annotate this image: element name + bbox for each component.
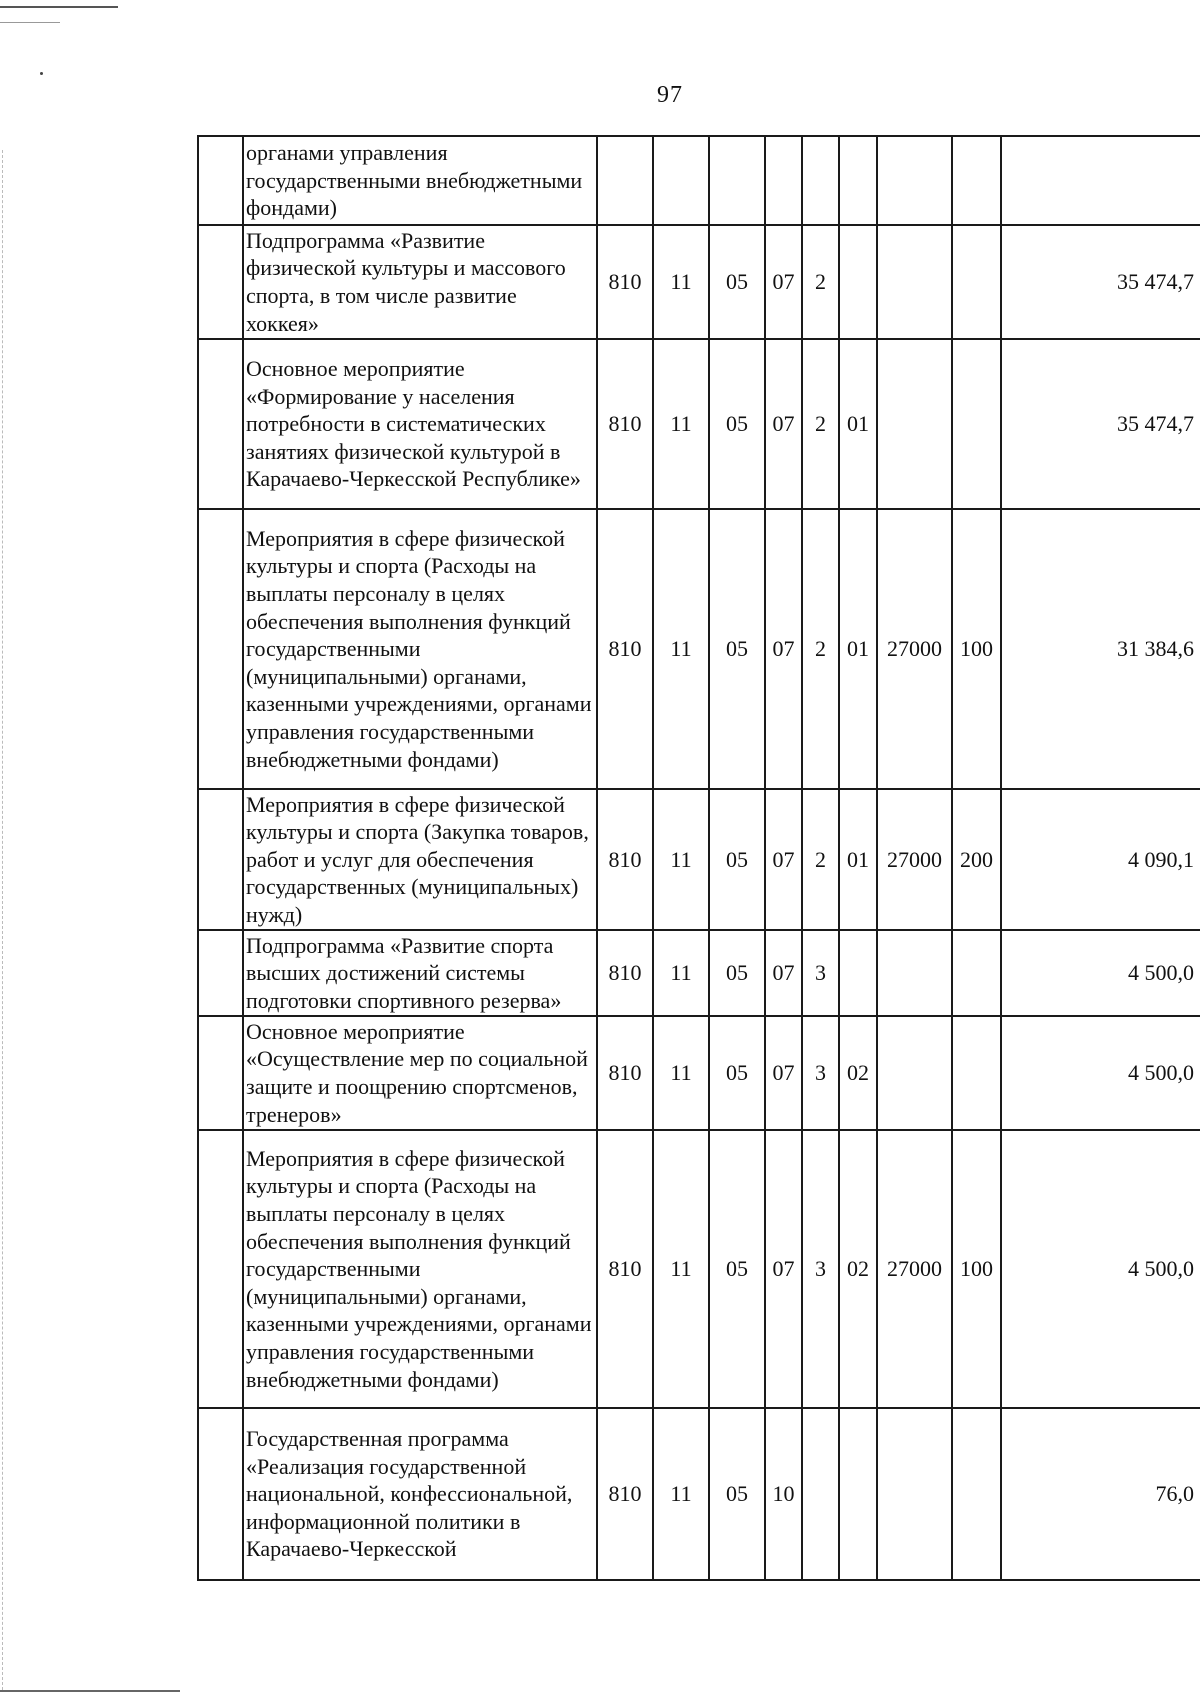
- direction-code: 27000: [877, 1130, 952, 1408]
- expense-name: Основное мероприятие «Осуществление мер по социальной защите и поощрению спортсменов, тренеров»: [243, 1016, 597, 1130]
- section-code: 11: [653, 509, 709, 789]
- subsection-code: 05: [709, 789, 765, 930]
- page-number: 97: [657, 82, 683, 108]
- section-code: 11: [653, 789, 709, 930]
- ved-code: 810: [597, 1016, 653, 1130]
- expense-type-code: 100: [952, 509, 1001, 789]
- scan-speck: [40, 72, 43, 75]
- subsection-code: 05: [709, 509, 765, 789]
- subsection-code: 05: [709, 1016, 765, 1130]
- row-index-cell: [198, 1130, 243, 1408]
- activity-code: 02: [839, 1016, 877, 1130]
- expense-name: Мероприятия в сфере физической культуры и спорта (Расходы на выплаты персоналу в целях обеспечения выполнения функций государственными (муниципальными) органами, казенными учреждениями, органами управления государственными внебюджетными фондами): [243, 1130, 597, 1408]
- expense-type-code: 200: [952, 789, 1001, 930]
- table-row: [198, 1408, 1200, 1580]
- subprogram-code: [802, 1408, 839, 1580]
- section-code: 11: [653, 930, 709, 1016]
- activity-code: 01: [839, 339, 877, 509]
- scan-edge-mark: [0, 1690, 180, 1692]
- subsection-code: 05: [709, 930, 765, 1016]
- subprogram-code: [802, 136, 839, 225]
- program-code: 07: [765, 339, 802, 509]
- amount: 4 500,0: [1001, 1016, 1200, 1130]
- expense-name: Подпрограмма «Развитие спорта высших достижений системы подготовки спортивного резерва»: [243, 930, 597, 1016]
- activity-code: [839, 136, 877, 225]
- table-row: [198, 339, 1200, 509]
- expense-type-code: 100: [952, 1130, 1001, 1408]
- expense-type-code: [952, 930, 1001, 1016]
- ved-code: 810: [597, 789, 653, 930]
- row-index-cell: [198, 1016, 243, 1130]
- activity-code: 01: [839, 789, 877, 930]
- ved-code: 810: [597, 225, 653, 339]
- expense-name: Основное мероприятие «Формирование у населения потребности в систематических занятиях физической культурой в Карачаево-Черкесской Республике»: [243, 339, 597, 509]
- amount: 4 090,1: [1001, 789, 1200, 930]
- ved-code: 810: [597, 930, 653, 1016]
- row-index-cell: [198, 136, 243, 225]
- table-row: [198, 136, 1200, 225]
- direction-code: [877, 225, 952, 339]
- expense-type-code: [952, 1016, 1001, 1130]
- section-code: 11: [653, 1016, 709, 1130]
- activity-code: [839, 225, 877, 339]
- ved-code: 810: [597, 1130, 653, 1408]
- expense-name: органами управления государственными внебюджетными фондами): [243, 136, 597, 225]
- table-row: [198, 509, 1200, 789]
- table-row: [198, 930, 1200, 1016]
- subprogram-code: 2: [802, 509, 839, 789]
- amount: [1001, 136, 1200, 225]
- ved-code: 810: [597, 339, 653, 509]
- amount: 76,0: [1001, 1408, 1200, 1580]
- subsection-code: 05: [709, 1130, 765, 1408]
- table-row: [198, 789, 1200, 930]
- program-code: 07: [765, 1130, 802, 1408]
- row-index-cell: [198, 789, 243, 930]
- activity-code: [839, 1408, 877, 1580]
- activity-code: 01: [839, 509, 877, 789]
- expense-type-code: [952, 136, 1001, 225]
- direction-code: [877, 1408, 952, 1580]
- direction-code: 27000: [877, 509, 952, 789]
- amount: 4 500,0: [1001, 930, 1200, 1016]
- section-code: 11: [653, 1130, 709, 1408]
- section-code: [653, 136, 709, 225]
- program-code: 07: [765, 225, 802, 339]
- expense-type-code: [952, 225, 1001, 339]
- row-index-cell: [198, 339, 243, 509]
- subprogram-code: 2: [802, 225, 839, 339]
- ved-code: 810: [597, 509, 653, 789]
- direction-code: [877, 1016, 952, 1130]
- table-row: [198, 1016, 1200, 1130]
- ved-code: [597, 136, 653, 225]
- scan-edge-mark: [0, 6, 118, 8]
- program-code: 07: [765, 789, 802, 930]
- table-row: [198, 225, 1200, 339]
- section-code: 11: [653, 225, 709, 339]
- subsection-code: 05: [709, 1408, 765, 1580]
- table-row: [198, 1130, 1200, 1408]
- expense-type-code: [952, 1408, 1001, 1580]
- scan-binding-edge: [2, 150, 3, 1690]
- section-code: 11: [653, 1408, 709, 1580]
- expense-name: Государственная программа «Реализация государственной национальной, конфессиональной, информационной политики в Карачаево-Черкесской: [243, 1408, 597, 1580]
- program-code: 07: [765, 1016, 802, 1130]
- section-code: 11: [653, 339, 709, 509]
- program-code: [765, 136, 802, 225]
- row-index-cell: [198, 509, 243, 789]
- direction-code: [877, 930, 952, 1016]
- direction-code: [877, 339, 952, 509]
- row-index-cell: [198, 225, 243, 339]
- program-code: 10: [765, 1408, 802, 1580]
- amount: 35 474,7: [1001, 339, 1200, 509]
- subprogram-code: 3: [802, 1130, 839, 1408]
- subprogram-code: 2: [802, 789, 839, 930]
- scan-edge-mark: [0, 22, 60, 23]
- expense-name: Мероприятия в сфере физической культуры и спорта (Закупка товаров, работ и услуг для обеспечения государственных (муниципальных) нужд): [243, 789, 597, 930]
- budget-table: [197, 135, 1200, 1581]
- activity-code: 02: [839, 1130, 877, 1408]
- amount: 4 500,0: [1001, 1130, 1200, 1408]
- amount: 31 384,6: [1001, 509, 1200, 789]
- amount: 35 474,7: [1001, 225, 1200, 339]
- activity-code: [839, 930, 877, 1016]
- program-code: 07: [765, 509, 802, 789]
- subprogram-code: 3: [802, 1016, 839, 1130]
- row-index-cell: [198, 930, 243, 1016]
- subsection-code: 05: [709, 225, 765, 339]
- expense-name: Подпрограмма «Развитие физической культуры и массового спорта, в том числе развитие хоккея»: [243, 225, 597, 339]
- row-index-cell: [198, 1408, 243, 1580]
- expense-type-code: [952, 339, 1001, 509]
- subsection-code: [709, 136, 765, 225]
- ved-code: 810: [597, 1408, 653, 1580]
- subprogram-code: 2: [802, 339, 839, 509]
- subsection-code: 05: [709, 339, 765, 509]
- expense-name: Мероприятия в сфере физической культуры и спорта (Расходы на выплаты персоналу в целях обеспечения выполнения функций государственными (муниципальными) органами, казенными учреждениями, органами управления государственными внебюджетными фондами): [243, 509, 597, 789]
- program-code: 07: [765, 930, 802, 1016]
- direction-code: [877, 136, 952, 225]
- direction-code: 27000: [877, 789, 952, 930]
- subprogram-code: 3: [802, 930, 839, 1016]
